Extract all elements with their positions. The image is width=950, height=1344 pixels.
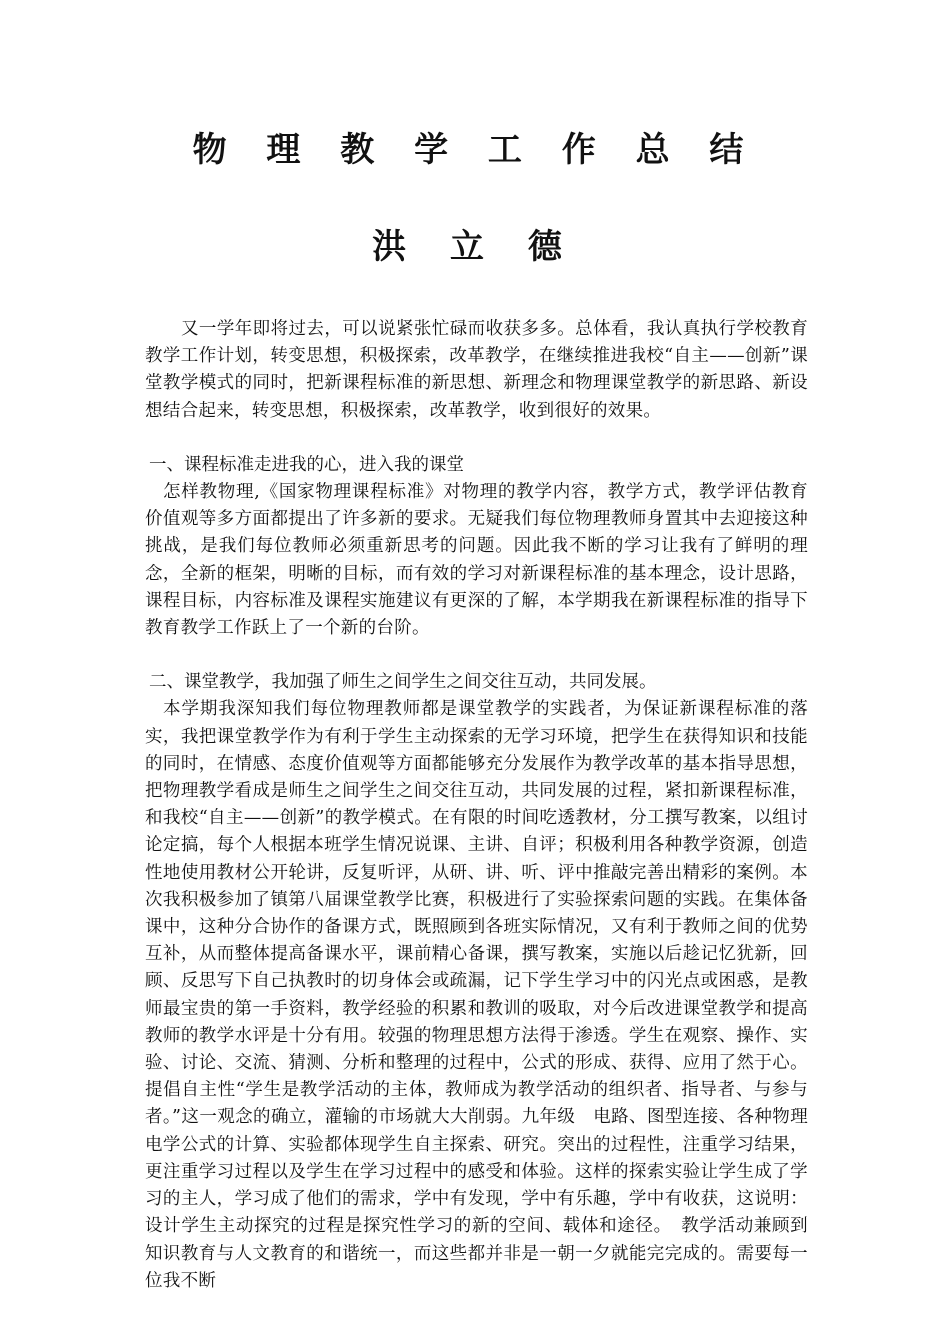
document-title: 物 理 教 学 工 作 总 结 [192,130,758,170]
section-2-heading: 二、课堂教学，我加强了师生之间学生之间交往互动，共同发展。 [149,672,657,693]
intro-paragraph: 又一学年即将过去，可以说紧张忙碌而收获多多。总体看，我认真执行学校教育教学工作计划，转变思想，积极探索，改革教学，在继续推进我校“自主——创新”课堂教学模式的同时，把新课程标准的新思想、新理念和物理课堂教学的新思路、新设想结合起来，转变思想，积极探索，改革教学，收到很好的效果。 [145,319,808,421]
section-1-heading: 一、课程标准走进我的心，进入我的课堂 [149,454,464,475]
section-2-paragraph: 本学期我深知我们每位物理教师都是课堂教学的实践者，为保证新课程标准的落实，我把课堂教学作为有利于学生主动探索的无学习环境，把学生在获得知识和技能的同时，在情感、态度价值观等方面都能够充分发展作为教学改革的基本指导思想，把物理教学看成是师生之间学生之间交往互动，共同发展的过程，紧扣新课程标准，和我校“自主——创新”的教学模式。在有限的时间吃透教材，分工撰写教案，以组讨论定搞，每个人根据本班学生情况说课、主讲、自评；积极利用各种教学资源，创造性地使用教材公开轮讲，反复听评，从研、讲、听、评中推敲完善出精彩的案例。本次我积极参加了镇第八届课堂教学比赛，积极进行了实验探索问题的实践。在集体备课中，这种分合协作的备课方式，既照顾到各班实际情况，又有利于教师之间的优势互补，从而整体提高备课水平，课前精心备课，撰写教案，实施以后趁记忆犹新，回顾、反思写下自己执教时的切身体会或疏漏，记下学生学习中的闪光点或困惑，是教师最宝贵的第一手资料，教学经验的积累和教训的吸取，对今后改进课堂教学和提高教师的教学水评是十分有用。较强的物理思想方法得于渗透。学生在观察、操作、实验、讨论、交流、猜测、分析和整理的过程中，公式的形成、获得、应用了然于心。提倡自主性“学生是教学活动的主体，教师成为教学活动的组织者、指导者、与参与者。”这一观念的确立，灌输的市场就大大削弱。九年级 电路、图型连接、各种物理电学公式的计算、实验都体现学生自主探索、研究。突出的过程性，注重学习结果，更注重学习过程以及学生在学习过程中的感受和体验。这样的探索实验让学生成了学习的主人，学习成了他们的需求，学中有发现，学中有乐趣，学中有收获，这说明：设计学生主动探究的过程是探究性学习的新的空间、载体和途径。 教学活动兼顾到知识教育与人文教育的和谐统一，而这些都并非是一朝一夕就能完完成的。需要每一位我不断 [145,699,808,1291]
paragraph-gap [145,425,808,452]
paragraph-gap [145,642,808,669]
author-name: 洪 立 德 [372,227,578,267]
document-body [145,316,808,1295]
section-1-paragraph: 怎样教物理,《国家物理课程标准》对物理的教学内容，教学方式，教学评估教育价值观等多方面都提出了许多新的要求。无疑我们每位物理教师身置其中去迎接这种挑战，是我们每位教师必须重新思考的问题。因此我不断的学习让我有了鲜明的理念，全新的框架，明晰的目标，而有效的学习对新课程标准的基本理念，设计思路，课程目标，内容标准及课程实施建议有更深的了解，本学期我在新课程标准的指导下教育教学工作跃上了一个新的台阶。 [145,482,808,639]
